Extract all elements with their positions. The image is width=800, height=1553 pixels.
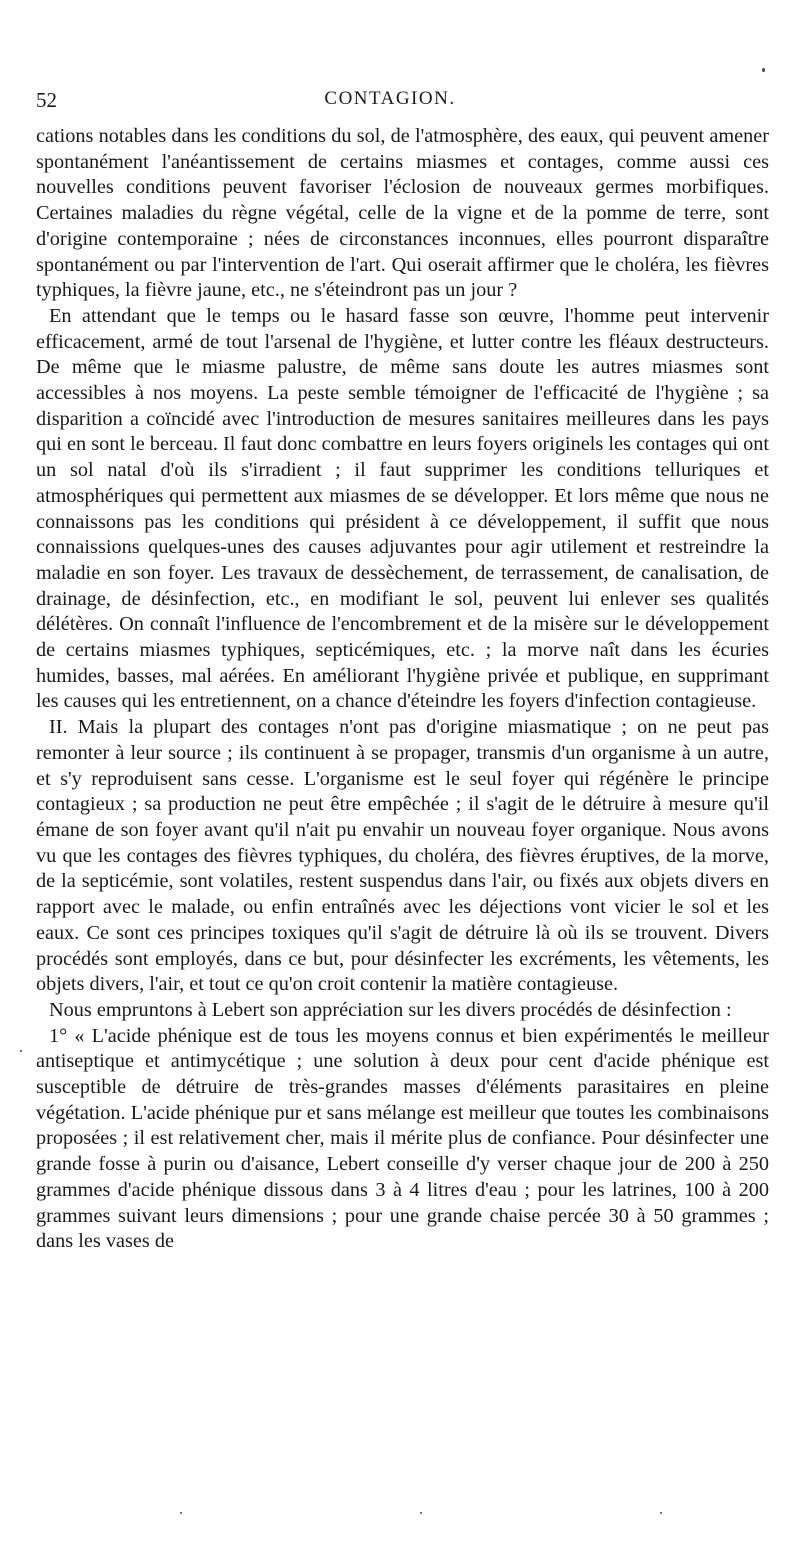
paragraph-continuation: cations notables dans les conditions du sol, de l'atmosphère, des eaux, qui peuvent amener spontanément l'anéantissement de certains miasmes et contages, comme aussi ces nouvelles conditions peuvent favoriser l'éclosion de nouveaux germes morbifiques. Certaines maladies du règne végétal, celle de la vigne et de la pomme de terre, sont d'origine contemporaine ; nées de circonstances inconnues, elles pourront disparaître spontanément ou par l'intervention de l'art. Qui oserait affirmer que le choléra, les fièvres typhiques, la fièvre jaune, etc., ne s'éteindront pas un jour ? [36,125,769,302]
scan-speck [762,68,765,72]
scan-speck [180,1512,182,1514]
running-title: CONTAGION. [324,88,456,109]
paragraph-hygiene: En attendant que le temps ou le hasard fasse son œuvre, l'homme peut intervenir efficacement, armé de tout l'arsenal de l'hygiène, et lutter contre les fléaux destructeurs. De même que le miasme palustre, de même sans doute les autres miasmes sont accessibles à nos moyens. La peste semble témoigner de l'efficacité de l'hygiène ; sa disparition a coïncidé avec l'introduction de mesures sanitaires meilleures dans les pays qui en sont le berceau. Il faut donc combattre en leurs foyers originels les contages qui ont un sol natal d'où ils s'irradient ; il faut supprimer les conditions telluriques et atmosphériques qui permettent aux miasmes de se développer. Et lors même que nous ne connaissons pas les conditions qui président à ce développement, il suffit que nous connaissions quelques-unes des causes adjuvantes pour agir utilement et restreindre la maladie en son foyer. Les travaux de dessèchement, de terrassement, de canalisation, de drainage, de désinfection, etc., en modifiant le sol, peuvent lui enlever ses qualités délétères. On connaît l'influence de l'encombrement et de la misère sur le développement de certains miasmes typhiques, septicémiques, etc. ; la morve naît dans les écuries humides, basses, mal aérées. En améliorant l'hygiène privée et publique, en supprimant les causes qui les entretiennent, on a chance d'éteindre les foyers d'infection contagieuse. [36,304,769,713]
page-header [36,88,764,116]
page-number: 52 [36,88,57,112]
paragraph-acide-phenique: 1° « L'acide phénique est de tous les moyens connus et bien expérimentés le meilleur antiseptique et antimycétique ; une solution à deux pour cent d'acide phénique est susceptible de détruire de très-grandes masses d'éléments parasitaires en pleine végétation. L'acide phénique pur et sans mélange est meilleur que toutes les combinaisons proposées ; il est relativement cher, mais il mérite plus de confiance. Pour désinfecter une grande fosse à purin ou d'aisance, Lebert conseille d'y verser chaque jour de 200 à 250 grammes d'acide phénique dissous dans 3 à 4 litres d'eau ; pour les latrines, 100 à 200 grammes suivant leurs dimensions ; pour une grande chaise percée 30 à 50 grammes ; dans les vases de [36,1024,769,1253]
scan-speck [420,1512,422,1514]
scan-speck [20,1050,22,1052]
paragraph-lebert-intro: Nous empruntons à Lebert son appréciation sur les divers procédés de désinfection : [49,998,732,1021]
body-text [36,124,769,1255]
scan-speck [660,1512,662,1514]
paragraph-contages: II. Mais la plupart des contages n'ont pas d'origine miasmatique ; on ne peut pas remonter à leur source ; ils continuent à se propager, transmis d'un organisme à un autre, et s'y reproduisent sans cesse. L'organisme est le seul foyer qui régénère le principe contagieux ; sa production ne peut être empêchée ; il s'agit de le détruire à mesure qu'il émane de son foyer avant qu'il n'ait pu envahir un nouveau foyer organique. Nous avons vu que les contages des fièvres typhiques, du choléra, des fièvres éruptives, de la morve, de la septicémie, sont volatiles, restent suspendus dans l'air, ou fixés aux objets divers en rapport avec le malade, ou enfin entraînés avec les déjections vont vicier le sol et les eaux. Ce sont ces principes toxiques qu'il s'agit de détruire là où ils se trouvent. Divers procédés sont employés, dans ce but, pour désinfecter les excréments, les vêtements, les objets divers, l'air, et tout ce qu'on croit contenir la matière contagieuse. [36,716,769,996]
